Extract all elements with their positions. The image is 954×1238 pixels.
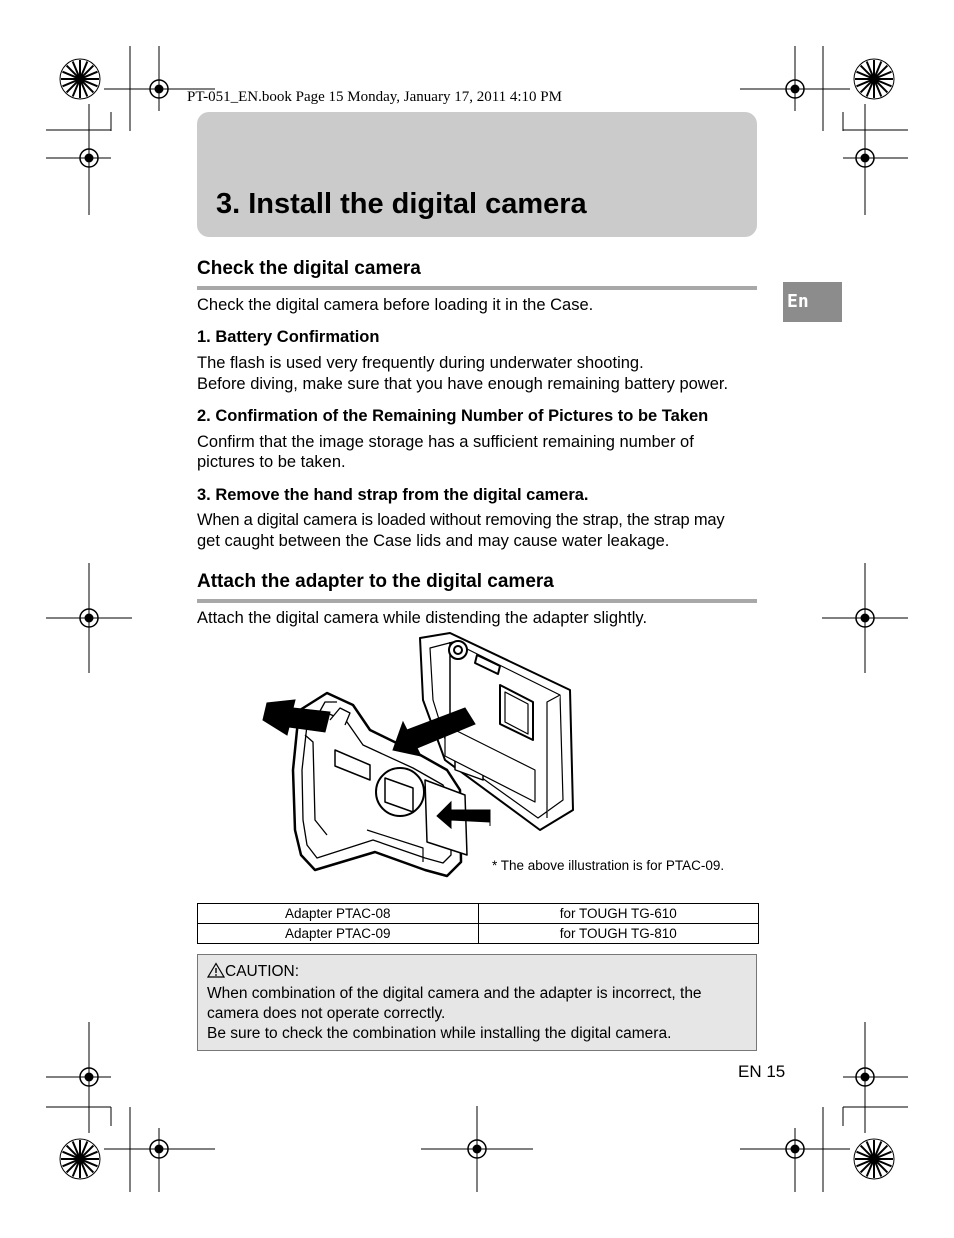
item-heading: 3. Remove the hand strap from the digital camera. — [197, 486, 589, 504]
item-text: When a digital camera is loaded without removing the strap, the strap may — [197, 511, 725, 529]
illustration-footnote: * The above illustration is for PTAC-09. — [492, 858, 725, 873]
page-number: EN 15 — [738, 1062, 786, 1081]
print-header: PT-051_EN.book Page 15 Monday, January 17, 2011 4:10 PM — [187, 89, 562, 105]
table-cell: Adapter PTAC-08 — [198, 904, 479, 924]
section-rule — [197, 599, 757, 603]
item-text: Confirm that the image storage has a sufficient remaining number of — [197, 433, 694, 451]
item-text: The flash is used very frequently during underwater shooting. — [197, 354, 644, 372]
caution-label: CAUTION: — [225, 963, 300, 980]
caution-text: When combination of the digital camera and the adapter is incorrect, the — [207, 985, 702, 1002]
section-intro: Attach the digital camera while distending the adapter slightly. — [197, 609, 648, 627]
section-heading-check: Check the digital camera — [197, 258, 421, 279]
item-heading: 2. Confirmation of the Remaining Number of Pictures to be Taken — [197, 407, 709, 425]
page-title: 3. Install the digital camera — [216, 188, 587, 220]
section-intro: Check the digital camera before loading it in the Case. — [197, 296, 594, 314]
caution-text: Be sure to check the combination while installing the digital camera. — [207, 1025, 672, 1042]
table-cell: for TOUGH TG-810 — [478, 924, 759, 944]
table-row — [198, 924, 759, 944]
item-heading: 1. Battery Confirmation — [197, 328, 380, 346]
section-heading-attach: Attach the adapter to the digital camera — [197, 571, 554, 592]
camera-adapter-illustration — [255, 630, 585, 890]
item-text: pictures to be taken. — [197, 453, 346, 471]
item-text: Before diving, make sure that you have enough remaining battery power. — [197, 375, 729, 393]
item-text: get caught between the Case lids and may cause water leakage. — [197, 532, 670, 550]
table-cell: Adapter PTAC-09 — [198, 924, 479, 944]
adapter-table — [197, 903, 759, 944]
table-row — [198, 904, 759, 924]
caution-box — [197, 954, 757, 1051]
caution-text: camera does not operate correctly. — [207, 1005, 446, 1022]
warning-icon — [207, 962, 225, 984]
table-cell: for TOUGH TG-610 — [478, 904, 759, 924]
language-tab: En — [783, 282, 842, 322]
caution-heading — [207, 962, 747, 984]
section-rule — [197, 286, 757, 290]
